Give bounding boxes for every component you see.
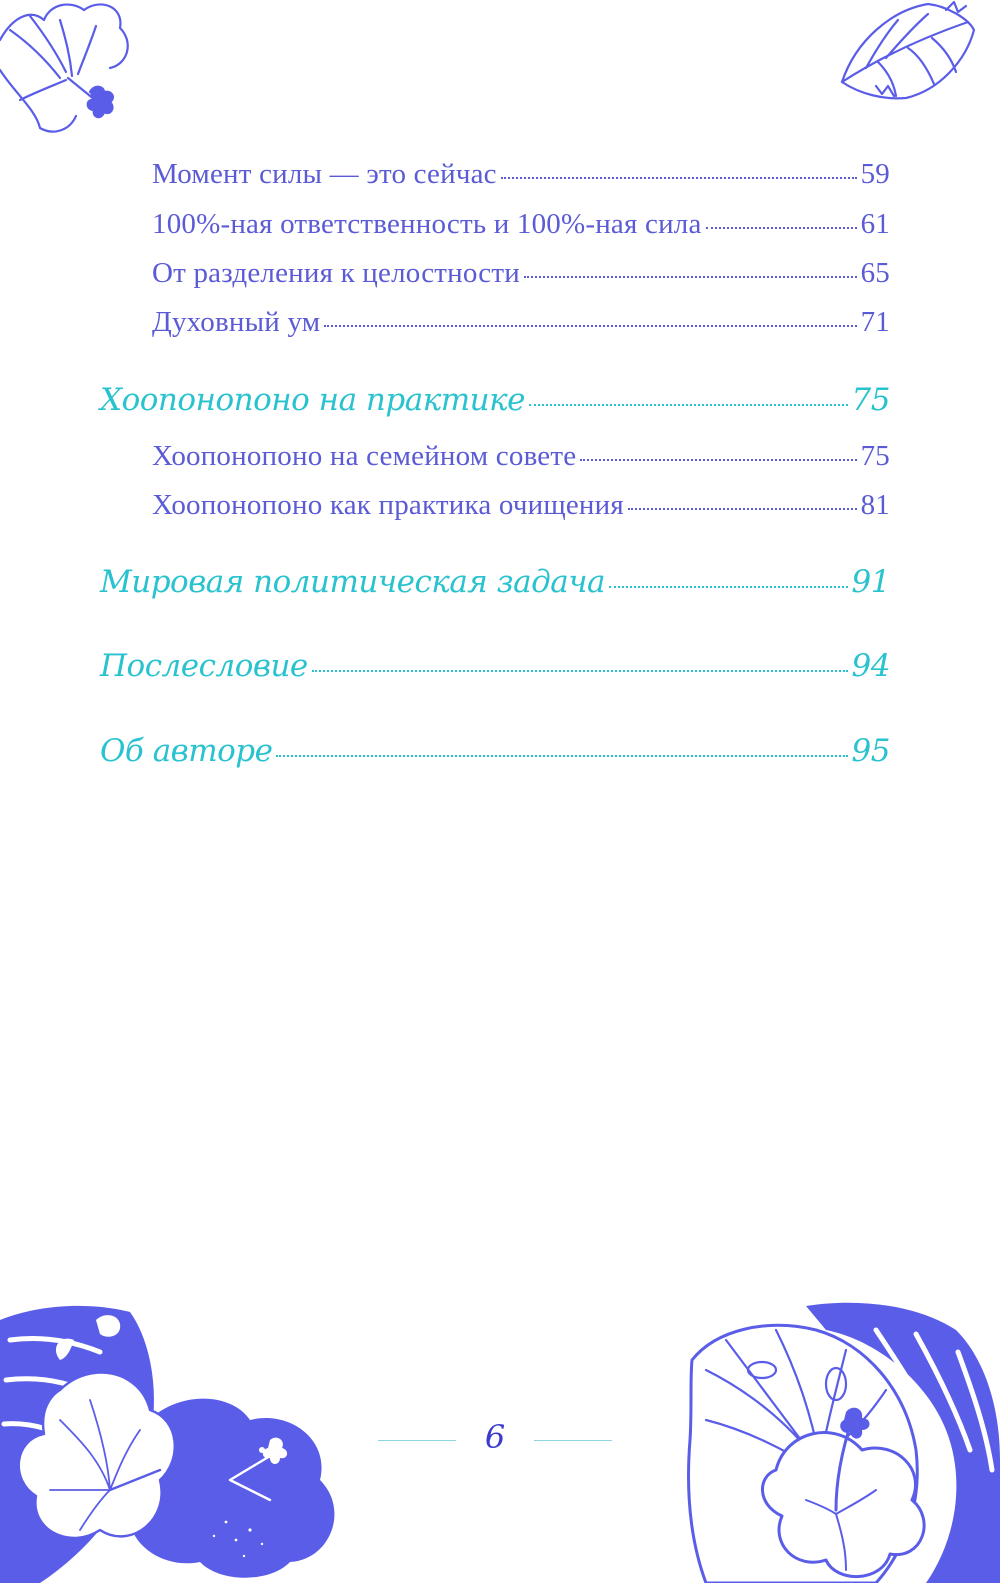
toc-chapter-title: Мировая политическая задача [100, 564, 605, 600]
toc-entry-title: Момент силы — это сейчас [152, 158, 497, 190]
toc-entry-title: Хоопонопоно как практика очищения [152, 489, 624, 521]
toc-entry[interactable] [152, 489, 890, 522]
toc-entry[interactable] [152, 158, 890, 191]
dot-leader [324, 325, 856, 327]
toc-entry[interactable] [152, 440, 890, 473]
toc-chapter[interactable] [100, 733, 890, 769]
toc-entry[interactable] [152, 257, 890, 290]
toc-chapter-page: 75 [851, 382, 890, 418]
toc-entry-title: 100%-ная ответственность и 100%-ная сила [152, 208, 702, 240]
footer-rule-left [378, 1440, 456, 1441]
dot-leader [609, 586, 848, 588]
toc-entry-title: Духовный ум [152, 306, 321, 338]
toc-entry-page: 81 [860, 489, 890, 521]
toc-chapter-page: 94 [851, 648, 890, 684]
toc-chapter[interactable] [100, 382, 890, 418]
toc-chapter-page: 95 [851, 733, 890, 769]
toc-entry[interactable] [152, 306, 890, 339]
toc-entry-title: Хоопонопоно на семейном совете [152, 440, 577, 472]
toc-entry-title: От разделения к целостности [152, 257, 520, 289]
page-number: 6 [484, 1418, 506, 1456]
toc-chapter-title: Об авторе [100, 733, 273, 769]
monstera-hibiscus-icon [0, 1300, 350, 1583]
dot-leader [706, 227, 857, 229]
leaf-icon [836, 0, 976, 105]
toc-entry-page: 61 [860, 208, 890, 240]
toc-entry-page: 65 [860, 257, 890, 289]
toc-chapter[interactable] [100, 648, 890, 684]
toc-chapter-title: Послесловие [100, 648, 308, 684]
toc-chapter[interactable] [100, 564, 890, 600]
dot-leader [312, 670, 848, 672]
footer-rule-right [534, 1440, 612, 1441]
dot-leader [276, 755, 847, 757]
toc-chapter-title: Хоопонопоно на практике [100, 382, 525, 418]
dot-leader [580, 459, 856, 461]
toc-entry-page: 59 [860, 158, 890, 190]
dot-leader [628, 508, 857, 510]
dot-leader [501, 177, 857, 179]
hibiscus-flower-icon [0, 0, 135, 140]
toc-entry-page: 71 [860, 306, 890, 338]
toc-entry[interactable] [152, 208, 890, 241]
monstera-hibiscus-icon [686, 1300, 1000, 1583]
dot-leader [529, 404, 848, 406]
dot-leader [524, 276, 857, 278]
toc-entry-page: 75 [860, 440, 890, 472]
toc-chapter-page: 91 [851, 564, 890, 600]
